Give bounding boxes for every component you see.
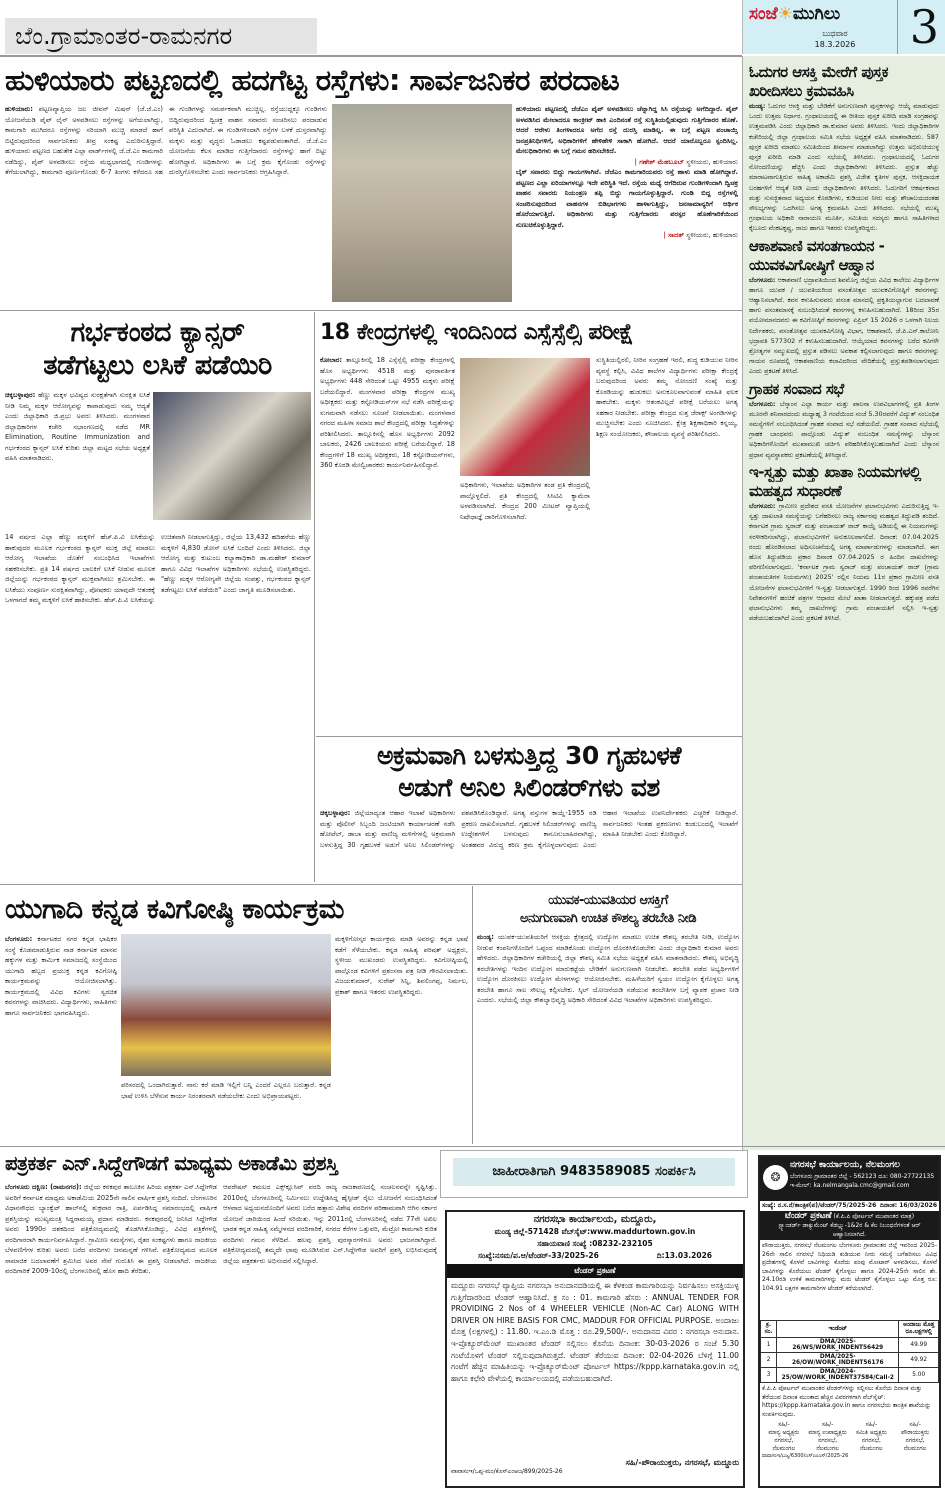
sslc-headline: 18 ಕೇಂದ್ರಗಳಲ್ಲಿ ಇಂದಿನಿಂದ ಎಸ್ಸೆಸ್ಸೆಲ್ಸಿ ಪರೀಕ್ಷೆ (320, 320, 634, 345)
tender-helpline: ಸಹಾಯವಾಣಿ ಸಂಖ್ಯೆ :08232-232105 (537, 1239, 653, 1248)
divider (472, 886, 473, 1144)
article-text: ಜಿಲ್ಲೆಯ ಕನಕಪುರ ತಾಲೂಕಿನ ಹಿರಿಯ ಪತ್ರಕರ್ತ ಎನ್.ಸಿದ್ದೇಗೌಡ ಅವರಿಗೆ ಕರ್ನಾಟಕ ಮಾಧ್ಯಮ ಅಕಾಡೆಮಿಯ 2025ನೇ ಸಾಲಿನ ವಾರ್ಷಿಕ ಪ್ರಶಸ್ತಿ ಸಂದಿದೆ. ಬೆಂಗಳೂರಿನ ವಿಧಾನಸೌಧದ ಬ್ಯಾಂಕ್ವೆಟ್ ಹಾಲ್‌ನಲ್ಲಿ ಶುಕ್ರವಾರ ರಾತ್ರಿ, ಏರ್ಪಡಿಸಿದ್ದ ಸಮಾರಂಭದಲ್ಲಿ ವಾರ್ಷಿಕ ಪ್ರಶಸ್ತಿಯನ್ನು ಮುಖ್ಯಮಂತ್ರಿ ಸಿದ್ದರಾಮಯ್ಯ ಪ್ರದಾನ ಮಾಡಿದರು. ಕನಕಪುರದಲ್ಲಿ ಜನಿಸಿದ ಸಿದ್ದೇಗೌಡ ಅವರು 1990ರ ದಶಕದಿಂದ ಪತ್ರಿಕೋದ್ಯಮದಲ್ಲಿ ತೊಡಗಿಸಿಕೊಂಡಿದ್ದು, ವಿವಿಧ ಪತ್ರಿಕೆಗಳಲ್ಲಿ ವರದಿಗಾರರಾಗಿ ಕಾರ್ಯನಿರ್ವಹಿಸಿದ್ದಾರೆ. ಗ್ರಾಮೀಣ ಸಮಸ್ಯೆಗಳು, ರೈತರ ಸಂಕಷ್ಟಗಳು ಹಾಗೂ ರಾಜಕೀಯ ಬೆಳವಣಿಗೆಗಳ ಕುರಿತು ಅವರು ಬರೆದ ವರದಿಗಳು ಜನಮನ್ನಣೆ ಗಳಿಸಿವೆ. ಪತ್ರಿಕೋದ್ಯಮದ ಮೂಲಕ ಸಾಮಾಜಿಕ ಬದಲಾವಣೆಗೆ ಶ್ರಮಿಸಿದ ಅವರ ಸೇವೆ ಗುರುತಿಸಿ ಈ ಪ್ರಶಸ್ತಿ ನೀಡಲಾಗಿದೆ. ರಾಜಕೀಯ ವರದಿಗಾರಿಕೆ 2009-10ರಲ್ಲಿ ಬೆಂಗಳೂರಿನಲ್ಲಿ ಹೊಸ ಹಾದಿ ತೆರೆದಿತು. (5, 1183, 217, 1275)
tender-footer: ಕೆ.ಪಿ.ಪಿ ಪೋರ್ಟಲ್ ಮುಖಾಂತರ ಟೆಂಡರ್‌ಗಳನ್ನು ಸಲ್ಲಿಸಲು ಕೊನೆಯ ದಿನಾಂಕ ಮತ್ತು ತೆರೆಯುವ ದಿನಾಂಕ ಮುಂತಾದ ಹೆಚ್ಚಿನ ವಿವರಗಳಿಗಾಗಿ ವೆಬ್‌ಸೈಟ್: https://kppp.karnataka.gov.in ಹಾಗೂ ನಗರಸಭೆಯ ತಾಂತ್ರಿಕ ಶಾಖೆಯನ್ನು ಸಂಪರ್ಕಿಸುವುದು. (762, 1385, 932, 1418)
dateline: ಬೆಂಗಳೂರು ದಕ್ಷಿಣ: (ರಾಮನಗರ): (5, 1183, 82, 1191)
tender-code: ವಾವಾಸಂಇ/ಒಪ್ಪ-ಮಂ/ಕೊಸ್ಎಂಆಜ/899/2025-26 (451, 1468, 563, 1475)
table-cell: 49.92 (899, 1353, 939, 1368)
article-text: ಯುವಕ-ಯುವತಿಯರಿಗೆ ಆಸಕ್ತಿಯ ಕ್ಷೇತ್ರದಲ್ಲಿ ಉದ್ಯೋಗ ಮಾಡಲು ಉಚಿತ ಕೌಶಲ್ಯ ತರಬೇತಿ ನೀಡಿ, ಉದ್ಯೋಗ ನೀಡುವ ಕಂಪನಿಗಳೊಂದಿಗೆ ಒಪ್ಪಂದ ಮಾಡಿಕೊಂಡು ಉದ್ಯೋಗ ದೊರಕಿಸಿಕೊಡಬೇಕು ಎಂದು ಜಿಲ್ಲಾಧಿಕಾರಿ ಕುಮಾರ ಅವರು ಹೇಳಿದರು. ಜಿಲ್ಲಾಧಿಕಾರಿಗಳ ಕಚೇರಿಯಲ್ಲಿ ಜಿಲ್ಲಾ ಕೌಶಲ್ಯ ಸಮಿತಿ ಸಭೆಯ ಅಧ್ಯಕ್ಷತೆ ವಹಿಸಿ ಮಾತನಾಡಿದರು. ಕೌಶಲ್ಯ ಅಭಿವೃದ್ಧಿ ತರಬೇತಿಗಳನ್ನು ಇಂದಿನ ಉದ್ಯೋಗ ಮಾರುಕಟ್ಟೆಯ ಬೇಡಿಕೆಗೆ ಅನುಗುಣವಾಗಿ ನೀಡಬೇಕು. ತರಬೇತಿ ಪಡೆದ ಅಭ್ಯರ್ಥಿಗಳಿಗೆ ಉದ್ಯೋಗ ದೊರಕಿಸಲು ಉದ್ಯೋಗ ಮೇಳಗಳನ್ನು ಆಯೋಜಿಸಬೇಕು. ಮಹಿಳೆಯರಿಗೆ ಸ್ವಯಂ ಉದ್ಯೋಗ ಕೈಗೊಳ್ಳಲು ಅಗತ್ಯ ತರಬೇತಿ ಹಾಗೂ ಸಾಲ ಸೌಲಭ್ಯ ಕಲ್ಪಿಸಬೇಕು. ಸ್ಕಿಲ್ ಯೋಜನೆಯಡಿ ನಡೆಯುವ ತರಬೇತಿಗಳ ಬಗ್ಗೆ ವ್ಯಾಪಕ ಪ್ರಚಾರ ನೀಡಿ ಎಂದರು. ಸಭೆಯಲ್ಲಿ ಜಿಲ್ಲಾ ಕೌಶಲ್ಯಾಭಿವೃದ್ಧಿ ಅಧಿಕಾರಿ ಸೇರಿದಂತೆ ವಿವಿಧ ಇಲಾಖೆಗಳ ಅಧಿಕಾರಿಗಳು ಉಪಸ್ಥಿತರಿದ್ದರು. (477, 933, 739, 1004)
masthead (742, 0, 945, 54)
brand-logo (749, 4, 840, 24)
govt-emblem-icon: ❂ (763, 1165, 788, 1190)
article-text: ಜಿಲ್ಲೆಯಾದ್ಯಂತ ಆಹಾರ ಇಲಾಖೆ ಅಧಿಕಾರಿಗಳು ಮತ್ತು ಪೊಲೀಸ್ ಸಿಬ್ಬಂದಿ ಜಂಟಿಯಾಗಿ ಕಾರ್ಯಾಚರಣೆ ನಡೆಸಿ ಹೋಟೆಲ್, ಡಾಬಾ ಮತ್ತು ವಾಣಿಜ್ಯ ಮಳಿಗೆಗಳಲ್ಲಿ ಅಕ್ರಮವಾಗಿ ಬಳಸುತ್ತಿದ್ದ 30 ಗೃಹಬಳಕೆ ಅಡುಗೆ ಅನಿಲ ಸಿಲಿಂಡರ್‌ಗಳನ್ನು ವಶಪಡಿಸಿಕೊಂಡಿದ್ದಾರೆ. ಅಗತ್ಯ ವಸ್ತುಗಳ ಕಾಯ್ದೆ-1955 ರಡಿ ಪ್ರಕರಣ ದಾಖಲಿಸಲಾಗಿದೆ. ಗೃಹಬಳಕೆ ಸಿಲಿಂಡರ್‌ಗಳನ್ನು ವಾಣಿಜ್ಯ ಉದ್ದೇಶಗಳಿಗೆ ಬಳಸುವುದು ಕಾನೂನುಬಾಹಿರವಾಗಿದ್ದು, ಅಂತಹವರ ವಿರುದ್ಧ ಕಠಿಣ ಕ್ರಮ ಕೈಗೊಳ್ಳಲಾಗುವುದು ಎಂದು ಆಹಾರ ಇಲಾಖೆಯ ಉಪನಿರ್ದೇಶಕರು ಎಚ್ಚರಿಕೆ ನೀಡಿದ್ದಾರೆ. ಸಾರ್ವಜನಿಕರು ಇಂತಹ ಪ್ರಕರಣಗಳು ಕಂಡುಬಂದಲ್ಲಿ ಇಲಾಖೆಗೆ ಮಾಹಿತಿ ನೀಡಬೇಕು ಎಂದು ಕೋರಿದ್ದಾರೆ. (320, 809, 738, 849)
column-header: ಅಂದಾಜು ಮೊತ್ತ ರೂ.ಲಕ್ಷಗಳಲ್ಲಿ (899, 1321, 939, 1338)
signatory-line: ನಗರಸಭೆ, ನೆಲಮಂಗಲ (859, 1437, 883, 1453)
brief-body (749, 399, 939, 460)
issue-date (805, 28, 865, 50)
headline-line: ತಡೆಗಟ್ಟಲು ಲಸಿಕೆ ಪಡೆಯಿರಿ (43, 350, 272, 381)
lead-headline: ಹುಳಿಯಾರು ಪಟ್ಟಣದಲ್ಲಿ ಹದಗೆಟ್ಟ ರಸ್ತೆಗಳು: ಸಾರ್ವಜನಿಕರ ಪರದಾಟ (5, 63, 620, 97)
column-header: ಇಂಡೆಂಟ್ (777, 1321, 899, 1338)
article-text: ಓದುಗರ ಆಸಕ್ತಿ ಮತ್ತು ಬೇಡಿಕೆಗೆ ಅನುಗುಣವಾಗಿ ಪುಸ್ತಕಗಳನ್ನು ಆಯ್ಕೆ ಮಾಡುವುದು ಒಂದು ಉತ್ತಮ ನಿರ್ಧಾರ. ಗ್ರಂಥಾಲಯದಲ್ಲಿ ಈ ರೀತಿಯ ಪುಸ್ತಕ ಖರೀದಿ ಮಾಡಿ ಸಂಗ್ರಹವನ್ನು ಉತ್ತಮಪಡಿಸಿ ಎಂದು ಜಿಲ್ಲಾಧಿಕಾರಿ ಡಾ.ಕುಮಾರ ಅವರು ತಿಳಿಸಿದರು. ಇಂದು ಜಿಲ್ಲಾಧಿಕಾರಿಗಳ ಕಚೇರಿಯಲ್ಲಿ ಜಿಲ್ಲಾ ಗ್ರಂಥಾಲಯ ಸಮಿತಿ ಸಭೆಯ ಅಧ್ಯಕ್ಷತೆ ವಹಿಸಿ ಮಾತನಾಡಿದರು. 587 ಪುಸ್ತಕ ಖರೀದಿ ಮಾಡಲು ಸಮಿತಿಯಿಂದ ತೀರ್ಮಾನ ಮಾಡಲಾಗಿದ್ದು ಉತ್ತಮ ಅಭಿರುಚಿಯುಳ್ಳ ಪುಸ್ತಕ ಖರೀದಿ ಮಾಡಿ ಎಂದು ಸಭೆಯಲ್ಲಿ ತಿಳಿಸಿದರು. ಗ್ರಂಥಾಲಯದಲ್ಲಿ ಓದುಗರ ನೋಂದಣಿಯನ್ನು ಹೆಚ್ಚಿಸಿ ಎಂದು ಜಿಲ್ಲಾಧಿಕಾರಿಗಳು ತಿಳಿಸಿದರು. ಪ್ರಸ್ತುತ ಹೆಚ್ಚು ಮಾರಾಟವಾಗುತ್ತಿರುವ ಸಾಹಿತ್ಯ ಅಕಾಡೆಮಿ ಪ್ರಶಸ್ತಿ ವಿಜೇತ ಕೃತಿಗಳ ಪುಸ್ತಕ, ಆಸಕ್ತಿದಾಯಕ ಬರಹಗಳಿಗೆ ಆದ್ಯತೆ ನೀಡಿ ಎಂದು ಜಿಲ್ಲಾಧಿಕಾರಿಗಳು ತಿಳಿಸಿದರು. ಓದುಗರಿಗೆ ಆಕರ್ಷಕವಾದ ಮತ್ತು ಸುಸಜ್ಜಿತವಾದ ಅಧ್ಯಯನ ಕೊಠಡಿಗಳು, ಕುಡಿಯುವ ನೀರು ಮತ್ತು ಶೌಚಾಲಯದಂತಹ ಸೌಲಭ್ಯಗಳನ್ನು ಒದಗಿಸಲು ಅಗತ್ಯ ಕ್ರಮವಹಿಸಿ ಎಂದು ತಿಳಿಸಿದರು. ಸಭೆಯಲ್ಲಿ ಮುಖ್ಯ ಗ್ರಂಥಾಲಯ ಅಧಿಕಾರಿ ನಾರಾಯಣ ಮೂರ್ತಿ, ಸಮಿತಿಯ ಸದಸ್ಯರು ಹಾಗೂ ಸಾಹಿತಿಗಳಾದ ಕೈಬೂರು ವೆಂಕಟಕೃಷ್ಣ, ರಾಜು ಹಾಗೂ ಇತರರು ಉಪಸ್ಥಿತರಿದ್ದರು. (749, 102, 939, 233)
article-text: ಕರ್ನಾಟಕದ ನಗರ ಕನ್ನಡ ಭಾಷಿಕರ ಸಂಸ್ಥೆ ಕೊಡಮಾಡುತ್ತಿರುವ ನಾಡ ಕರ್ನಾಟಕ ಮಾನವ ಹಕ್ಕುಗಳ ಮತ್ತು ಕಾರ್ಮಿಕ ಸಮಾಜದಲ್ಲಿ ಸಂಸ್ಥೆಯಿಂದ ಯುಗಾದಿ ಹಬ್ಬದ ಪ್ರಯುಕ್ತ ಕನ್ನಡ ಕವಿಗೋಷ್ಠಿ ಕಾರ್ಯಕ್ರಮವನ್ನು ಆಯೋಜಿಸಲಾಗಿತ್ತು. ಕಾರ್ಯಕ್ರಮದಲ್ಲಿ ವಿವಿಧ ಕವಿಗಳು ಸ್ವರಚಿತ ಕವನಗಳನ್ನು ವಾಚಿಸಿದರು. ವಿದ್ಯಾರ್ಥಿಗಳು, ಸಾಹಿತಿಗಳು ಹಾಗೂ ಸಾರ್ವಜನಿಕರು ಭಾಗವಹಿಸಿದ್ದರು. (5, 935, 117, 1017)
tender-address: ಮಂಡ್ಯ ಜಿಲ್ಲೆ-571428 ವೆಬ್‌ಸೈಟ್:www.maddurtown.gov.in (494, 1227, 696, 1236)
event-photo (121, 934, 331, 1076)
quote-credit-name: | ಗಣೇಶ್ ಮೆಹಬೂಬ್ (634, 157, 684, 166)
article-text: ಆಕಾಶವಾಣಿ ಭದ್ರಾವತಿಯಿಂದ ಶಿವಮೊಗ್ಗ ಜಿಲ್ಲೆಯ ವಿವಿಧ ಕಾಲೇಜು ವಿದ್ಯಾರ್ಥಿಗಳ ಹಾಗೂ ಯುವಕ / ಯುವತಿಯರಿಂದ ವಸಂತೋತ್ಸವ ಯುವಕವಿಗೋಷ್ಠಿಗೆ ಕವನಗಳನ್ನು ಆಹ್ವಾನಿಸಲಾಗಿದೆ. ಕವನ ಕಳುಹಿಸುವವರು ವಸಂತ ಮಾಸದಲ್ಲಿ ಪ್ರಕೃತಿಯಲ್ಲಾಗುವ ಬದಲಾವಣೆ ಹಾಗು ವಸಂತಮಾಸಕ್ಕೆ ಸಂಬಂಧಿಸಿದಂತೆ ಕವನಗಳನ್ನ ಕಳುಹಿಸಬಹುದಾಗಿದೆ. 18ರಿಂದ 35ರ ವಯೋಮಾನದವರು ಈ ಕವಿಗೋಷ್ಠಿಗೆ ಕವನಗಳನ್ನು ಏಪ್ರಿಲ್ 15 2026 ರ ಒಳಗಾಗಿ ನಿಲಯ ನಿರ್ದೇಶಕರು, ವಸಂತೋತ್ಸವ ಯುವಕವಿಗೋಷ್ಠಿ ವಿಭಾಗ, ಆಕಾಶವಾಣಿ, ಜೆ.ಪಿ.ಎಸ್.ಕಾಲೋನಿ ಭದ್ರಾವತಿ 577302 ಗೆ ಕಳುಹಿಸಬಹುದಾಗಿದೆ. ಆಯ್ಕೆಯಾದ ಕವನಗಳನ್ನು ಬರೆದ ಕವಿಗಳೇ ಶ್ರೋತೃಗಳ ಸಮ್ಮುಖದಲ್ಲಿ ಪ್ರಸ್ತುತ ಪಡಿಸಲು ಅವಕಾಶ ಕಲ್ಪಿಸಲಾಗುವುದು ಹಾಗೂ ಕವನಗಳನ್ನು ಗಾಯನ ರೂಪದಲ್ಲಿ ಆಕಾಶವಾಣಿಯ ಕಲಾವಿದರಿಂದ ವೇದಿಕೆಯಲ್ಲಿ ಪ್ರಸ್ತುತಪಡಿಸಲಾಗುವುದು ಎಂದು ಪ್ರಕಟಣೆ ತಿಳಿಸಿದೆ. (749, 275, 939, 376)
tender-body: ಮದ್ದೂರು ನಗರಸಭೆ ವ್ಯಾಪ್ತಿಯ ನಗರಸಭಾ ಅನುದಾನದಡಿಯಲ್ಲಿ ಈ ಕೆಳಕಂಡ ಕಾಮಗಾರಿಯನ್ನು ನಿರ್ವಹಿಸಲು ಅಸಕ್ತಿಯುಳ್ಳ ಗುತ್ತಿಗೆದಾರರಿಂದ ಟೆಂಡರ್ ಆಹ್ವಾನಿಸಿದೆ. ಕ್ರ ಸಂ : 01. ಕಾಮಗಾರಿ ಹೆಸರು : ANNUAL TENDER FOR PROVIDING 2 Nos of 4 WHEELER VEHICLE (Non-AC Car) ALONG WITH DRIVER ON HIRE BASIS FOR CMC, MADDUR FOR OFFICIAL PURPOSE. ಅಂದಾಜು ಮೊತ್ತ (ಲಕ್ಷಗಳಲ್ಲಿ) : 11.80. ಇ.ಎಂ.ಡಿ ಮೊತ್ತ : ರೂ.29,500/-. ಅನುದಾನದ ವಿವರ : ನಗರಸಭಾ ಅನುದಾನ. ಇ-ಪ್ರೊಕ್ಯೂರ್‌ಮೆಂಟ್ ಮುಖಾಂತರ ಟೆಂಡರ್ ಸಲ್ಲಿಸಲು ಕೊನೆಯ ದಿನಾಂಕ: 30-03-2026 ರ ಸಂಜೆ 5.30 ಗಂಟೆಯೊಳಗೆ ಟೆಂಡರ್ ಸಲ್ಲಿಸುವುದಾಗಿರುತ್ತದೆ. ಟೆಂಡರ್ ತೆರೆಯುವ ದಿನಾಂಕ: 02-04-2026 ಬೆಳಿಗ್ಗೆ 11.00 ಗಂಟೆಗೆ ಹೆಚ್ಚಿನ ಮಾಹಿತಿಯನ್ನು ಇ-ಪ್ರೊಕ್ಯೂರ್‌ಮೆಂಟ್ ಪೋರ್ಟಲ್ https://kppp.karnataka.gov.in ನಲ್ಲಿ ಹಾಗೂ ಕಛೇರಿ ವೇಳೆಯಲ್ಲಿ ಕಾರ್ಯಾಲಯದಲ್ಲಿ ಪಡೆಯಬಹುದಾಗಿದೆ. (451, 1281, 739, 1383)
tender-email: ಇ-ಮೇಲ್: ka.nelmangala.cmc@gmail.com (790, 1182, 910, 1189)
signatory (893, 1421, 937, 1453)
tender-body: ಪೌರಾಯುಕ್ತರು, ನಗರಸಭೆ ನೆಲಮಂಗಲ ಬೆಂಗಳೂರು ಗ್ರಾಮಾಂತರ ಜಿಲ್ಲೆ ಇವರಿಂದ 2025-26ನೇ ಸಾಲಿನ ನಗರಸಭೆ ನಿಧಿಯಡಿ ಕುಡಿಯುವ ನೀರು ಸಮಸ್ಯೆ ಬಗೆಹರಿಸಲು ವಿವಿಧ ಪ್ರದೇಶಗಳಲ್ಲಿ ಕೊಳವೆ ಬಾವಿಗಳನ್ನು ಕೊರೆದು ಪಂಪು ಮೋಟಾರ್ ಅಳವಡಿಸಲು, ಕೊಳವೆ ಬಾವಿಗಳನ್ನು ಕೊರೆಯಲು ಟೆಂಡರ್ ಕೈಗೊಳ್ಳಲು ಹಾಗೂ 2024-25ನೇ ಸಾಲಿನ ಶೇ. 24.10ರಡಿ ಉಳಿಕೆ ಕಾಮಗಾರಿಗಳನ್ನು ಮರು ಟೆಂಡರ್ ಕೈಗೊಳ್ಳಲು ಒಟ್ಟು ಮೊತ್ತ ರೂ: 104.91 ಲಕ್ಷಗಳ ಕಾಮಗಾರಿಗಳ ಟೆಂಡರ್ ಕರೆಯಲಾಗಿದೆ. (762, 1242, 937, 1292)
signatory-line: ಸಹಿ/- (821, 1421, 834, 1429)
journalist-body: ಆಪರೇಷನ್ ಕಮಲದ ಎಕ್ಸ್‌ಕ್ಲೂಸಿವ್ ವರದಿ ರಾಜ್ಯ ರಾಜಕಾರಣದಲ್ಲಿ ಸಂಚಲನವನ್ನೇ ಸೃಷ್ಟಿಸಿತ್ತು. 2010ರಲ್ಲಿ ಬೆಂಗಳೂರಿನಲ್ಲಿ ನಿರ್ಮಿಸಲು ಉದ್ದೇಶಿಸಿದ್ದ ಹೈಸ್ಪೀಡ್ ರೈಲು ಯೋಜನೆಗೆ ಸಂಬಂಧಿಸಿದಂತೆ ಆಳವಾದ ಅಧ್ಯಯನದೊಂದಿಗೆ ಅವರು ಬರೆದ ಹತ್ತಾರು ವಿಶೇಷ ವರದಿಗಳ ಪರಿಣಾಮವಾಗಿ ಆಗಿನ ಸರ್ಕಾರ ಯೋಜನೆ ಜಾರಿಯಿಂದ ಹಿಂದೆ ಸರಿಯಿತು. ಇನ್ನು 2011ರಲ್ಲಿ ಬೆಂಗಳೂರಿನಲ್ಲಿ ನಡೆದ 77ನೇ ಅಖಿಲ ಭಾರತ ಕನ್ನಡ ಸಾಹಿತ್ಯ ಸಮ್ಮೇಳನದ ವರದಿಗಾರಿಕೆ, ನಗರದ ಕೆರೆಗಳ ಒತ್ತುವರಿ, ಮೆಟ್ರೋ ಕಾಮಗಾರಿ ಕುರಿತ ವರದಿಗಳು ಗಮನ ಸೆಳೆದಿವೆ. ಹಲವು ಪ್ರಶಸ್ತಿ ಪುರಸ್ಕಾರಗಳಿಗೂ ಅವರು ಭಾಜನರಾಗಿದ್ದಾರೆ. ಪತ್ರಿಕೋದ್ಯಮದಲ್ಲಿ ತಮ್ಮದೇ ಛಾಪು ಮೂಡಿಸಿರುವ ಎನ್.ಸಿದ್ದೇಗೌಡ ಅವರಿಗೆ ಪ್ರಶಸ್ತಿ ಲಭಿಸಿರುವುದಕ್ಕೆ ಜಿಲ್ಲೆಯ ಪತ್ರಕರ್ತರು ಅಭಿನಂದನೆ ಸಲ್ಲಿಸಿದ್ದಾರೆ. (223, 1183, 437, 1265)
table-cell: DMA/2024-25/OW/WORK_INDENT37584/Call-2 (777, 1368, 899, 1383)
sslc-body: ಸುಸ್ಥಿತಿಯಲ್ಲಿರಲಿ, ನೀರಿನ ಸಂಗ್ರಹಣೆ ಇರಲಿ, ಶುದ್ಧ ಕುಡಿಯುವ ನೀರಿನ ವ್ಯವಸ್ಥೆ ಕಲ್ಪಿಸಿ, ವಿವಿಧ ಶಾಲೆಗಳ ವಿದ್ಯಾರ್ಥಿಗಳು ಪರೀಕ್ಷಾ ಕೇಂದ್ರಕ್ಕೆ ಬರುವುದರಿಂದ ಅವರು ತಮ್ಮ ನೋಂದಣಿ ಸಂಖ್ಯೆ ಮತ್ತು ಕೊಠಡಿಯನ್ನು ಹುಡುಕಲು ಅನುಕೂಲವಾಗುವಂತೆ ಮಾಹಿತಿ ಫಲಕ ಹಾಕಬೇಕು. ಮಕ್ಕಳು ಆತಂಕವಿಲ್ಲದೆ ಪರೀಕ್ಷೆ ಬರೆಯಲು ಅಗತ್ಯ ಸಹಕಾರ ನೀಡಬೇಕು. ಪರೀಕ್ಷಾ ಕೇಂದ್ರದ ಸುತ್ತ ಜೆರಾಕ್ಸ್ ಅಂಗಡಿಗಳನ್ನು ಮುಚ್ಚಿಸಬೇಕು ಎಂದು ಸೂಚಿಸಿದರು. ಕ್ಷೇತ್ರ ಶಿಕ್ಷಣಾಧಿಕಾರಿ ಕನ್ನಯ್ಯ, ಶಿಕ್ಷಣ ಸಂಯೋಜಕರು, ಶೌಚಾಲಯ ವ್ಯವಸ್ಥೆ ಪರಿಶೀಲಿಸಿದರು. (596, 356, 738, 438)
table-cell: 1 (761, 1338, 777, 1353)
sslc-body: ಅಧಿಕಾರಿಗಳು, ಇಲಾಖೆಯ ಅಧಿಕಾರಿಗಳ ತಂಡ ಪ್ರತಿ ಕೇಂದ್ರದಲ್ಲಿ ಪಾಲ್ಗೊಳ್ಳಲಿದೆ. ಪ್ರತಿ ಕೇಂದ್ರದಲ್ಲಿ ಸಿಸಿಟಿವಿ ಕ್ಯಾಮೆರಾ ಅಳವಡಿಸಲಾಗಿದೆ. ಕೇಂದ್ರದ 200 ಮೀಟರ್ ವ್ಯಾಪ್ತಿಯಲ್ಲಿ ನಿಷೇಧಾಜ್ಞೆ ಜಾರಿಗೊಳಿಸಲಾಗಿದೆ. (460, 481, 590, 521)
yugadi-body: ಪರಿಸರದಲ್ಲಿ ಒಂದಾಗಿರುತ್ತಾರೆ. ನಾನು ಕರೆ ಮಾಡಿ ಇಲ್ಲಿಗೆ ಬನ್ನಿ ಎಂದರೆ ಎಲ್ಲರೂ ಬರುತ್ತಾರೆ. ಕನ್ನಡ ಭಾಷೆ ಉಳಿಸಿ ಬೆಳೆಸುವ ಕಾರ್ಯ ನಿರಂತರವಾಗಿ ನಡೆಯಬೇಕು ಎಂದು ಅಭಿಪ್ರಾಯಪಟ್ಟರು. (121, 1081, 331, 1100)
signatory-line: ಸಹಿ/- (909, 1421, 921, 1429)
table-cell: DMA/2025-26/OW/WORK_INDENT56176 (777, 1353, 899, 1368)
tender-office: ನಗರಸಭಾ ಕಾರ್ಯಾಲಯ, ಮದ್ದೂರು, (533, 1214, 657, 1225)
column-header: ಕ್ರ. ಸಂ. (761, 1321, 777, 1338)
yugadi-body (5, 934, 117, 1140)
journalist-body (5, 1182, 217, 1488)
tender-ref: ಸಂಖ್ಯೆ:ನಸಮ/ಪ.ಆ/ಟೆಂಡರ್-33/2025-26 (477, 1251, 599, 1260)
tender-title: ಟೆಂಡರ್ ಪ್ರಕಟಣೆ (784, 1211, 832, 1221)
headline-line: ಅಡುಗೆ ಅನಿಲ ಸಿಲಿಂಡರ್‌ಗಳು ವಶ (398, 773, 660, 802)
official-photo (460, 358, 590, 476)
table-cell: 5.00 (899, 1368, 939, 1383)
headline-line: ಅನುಗುಣವಾಗಿ ಉಚಿತ ಕೌಶಲ್ಯ ತರಬೇತಿ ನೀಡಿ (519, 911, 697, 926)
dateline: ಬೆಂಗಳೂರು: (749, 275, 776, 284)
ad-banner: ಜಾಹೀರಾತಿಗಾಗಿ 9483589085 ಸಂಪರ್ಕಿಸಿ (453, 1158, 735, 1186)
sun-palm-icon: ☀ (777, 4, 793, 24)
tender-office: ನಗರಸಭೆ ಕಾರ್ಯಾಲಯ, ನೆಲಮಂಗಲ (790, 1160, 900, 1170)
headline-line: ಯುವಕ-ಯುವತಿಯರ ಆಸಕ್ತಿಗೆ (548, 893, 668, 908)
signatory (850, 1421, 894, 1453)
tender-date: ದಿ:13.03.2026 (656, 1251, 713, 1260)
signatory-line: ನಗರಸಭೆ, ನೆಲಮಂಗಲ (772, 1437, 796, 1453)
quote-credit-role: ಸ್ಥಳೀಯರು, ಹುಳಿಯಾರು (686, 157, 738, 166)
tender-title: ಟೆಂಡರ್ ಪ್ರಕಟಣೆ (447, 1264, 743, 1278)
divider (316, 736, 742, 737)
signatory-line: ನಗರಸಭೆ, ನೆಲಮಂಗಲ (903, 1437, 927, 1453)
divider (314, 312, 315, 882)
brief-headline: ಗ್ರಾಹಕ ಸಂವಾದ ಸಭೆ (749, 379, 844, 398)
dateline: ಚಿಕ್ಕಬಳ್ಳಾಪುರ: (320, 809, 351, 817)
cancer-body-intro (5, 390, 150, 530)
signatory-line: ಮಾನ್ಯ ಉಪಾಧ್ಯಕ್ಷರು (808, 1429, 847, 1437)
issue-day: ಬುಧವಾರ (822, 29, 848, 38)
dateline: ಕೋಲಾರ: (320, 356, 343, 364)
dateline: ಚಿಕ್ಕಬಳ್ಳಾಪುರ: (5, 391, 36, 399)
brief-body (749, 275, 939, 377)
tender-code: ವಾವಾಸಂಇ/ಬಜ್ಯ/6300/ಎಸ್‌ಎಂಎಸ್/2025-26 (762, 1453, 849, 1460)
tender-signature: ಸಹಿ/-ಪೌರಾಯುಕ್ತರು, ನಗರಸಭೆ, ಮದ್ದೂರು (625, 1458, 739, 1467)
dateline: ಬೆಂಗಳೂರು: (5, 935, 33, 943)
table-cell: 3 (761, 1368, 777, 1383)
tender-title-note: (ಕೆ.ಪಿ.ಪಿ ಪೋರ್ಟಲ್ ಮುಖಾಂತರ ಮಾತ್ರ) (833, 1213, 915, 1220)
article-text: ಗ್ರಾಮೀಣ ಪ್ರದೇಶದ ವಸತಿ ಯೋಜನೆಗಳ ಫಲಾನುಭವಿಗಳು ಎದುರಿಸುತ್ತಿದ್ದ ಇ-ಸ್ವತ್ತು ದಾಖಲಾತಿ ಸಮಸ್ಯೆಯನ್ನು ಬಗೆಹರಿಸಲು ರಾಜ್ಯ ಸರ್ಕಾರವು ಮಹತ್ವದ ತಿದ್ದುಪಡಿ ತಂದಿದೆ. ಕರ್ನಾಟಕ ಗ್ರಾಮ ಸ್ವರಾಜ್ ಮತ್ತು ಪಂಚಾಯತ್ ರಾಜ್ ಕಾಯ್ದೆ ಅಡಿಯಲ್ಲಿ ಈ ನಿಯಮಗಳನ್ನು ಸರಳೀಕರಿಸಲಾಗಿದ್ದು, ಫಲಾನುಭವಿಗಳಿಗೆ ಅನುಕೂಲವಾಗಲಿದೆ. ದಿನಾಂಕ: 07.04.2025 ರಂದು ಹೊರಡಿಸಲಾದ ಅಧಿಸೂಚನೆಯಲ್ಲಿ ಅಗತ್ಯ ಮಾರ್ಪಾಡುಗಳನ್ನು ಮಾಡಲಾಗಿದೆ. ಈಗ ಹೊಸ ತಿದ್ದುಪಡಿಯ ಪ್ರಕಾರ ದಿನಾಂಕ 07.04.2025 ರ ಹಿಂದಿನ ದಾಖಲೆಗಳನ್ನು ಪರಿಗಣಿಸಲಾಗುವುದು. 'ಕರ್ನಾಟಕ ಗ್ರಾಮ ಸ್ವರಾಜ್ ಮತ್ತು ಪಂಚಾಯತ್ ರಾಜ್ (ಗ್ರಾಮ ಪಂಚಾಯತಿಗಳ ನಿಯಮಗಳು) 2025' ರಲ್ಲಿನ ನಿಯಮ 11ರ ಪ್ರಕಾರ ಗ್ರಾಮೀಣ ವಸತಿ ಯೋಜನೆಗಳ ಫಲಾನುಭವಿಗಳಿಗೆ ಇ-ಸ್ವತ್ತು ನೀಡಲಾಗುತ್ತದೆ. 1990 ರಿಂದ 1996 ರವರೆಗಿನ ನಿವೇಶನಗಳಿಗೆ ಹಂಚಿಕೆ ಪತ್ರಗಳ ಆಧಾರದ ಮೇಲೆ ಖಾತಾ ನೀಡಲಾಗುತ್ತದೆ. ಹಕ್ಕುಪತ್ರ ಪಡೆದ ಫಲಾನುಭವಿಗಳು ತಮ್ಮ ದಾಖಲೆಗಳನ್ನು ಗ್ರಾಮ ಪಂಚಾಯತಿಗೆ ಸಲ್ಲಿಸಿ ಇ-ಸ್ವತ್ತು ಪಡೆಯಬಹುದಾಗಿದೆ ಎಂದು ಪ್ರಕಟಣೆ ತಿಳಿಸಿದೆ. (749, 501, 939, 623)
yugadi-body: ಮಕ್ಕಳಿಗೋಸ್ಕರ ಕಾರ್ಯಕ್ರಮ ಮಾಡಿ ಅವರನ್ನು ಕನ್ನಡ ಭಾಷೆ ಕಡೆಗೆ ಸೆಳೆಯಬೇಕು. ಕನ್ನಡ ಸಾಹಿತ್ಯ ಪರಿಷತ್ ಅಧ್ಯಕ್ಷರು, ಸ್ಥಳೀಯ ಮುಖಂಡರು ಉಪಸ್ಥಿತರಿದ್ದರು. ಕವಿಗೋಷ್ಠಿಯಲ್ಲಿ ಪಾಲ್ಗೊಂಡ ಕವಿಗಳಿಗೆ ಪ್ರಶಂಸನಾ ಪತ್ರ ನೀಡಿ ಗೌರವಿಸಲಾಯಿತು. ವಿಜಯಕುಮಾರ್, ಸುರೇಶ್ ಸಿನ್ನಿ, ಶಿವಲಿಂಗಪ್ಪ, ನಿರ್ಮಲ, ಪ್ರಕಾಶ್ ಹಾಗೂ ಇತರರು ಉಪಸ್ಥಿತರಿದ್ದರು. (335, 935, 468, 996)
cylinder-headline (318, 740, 740, 804)
ad-banner-box (440, 1150, 748, 1198)
right-column (742, 56, 945, 1150)
cylinder-body (320, 808, 738, 880)
quote-credit-role: ಸ್ಥಳೀಯರು, ಹುಳಿಯಾರು (686, 231, 738, 239)
divider (0, 55, 742, 57)
signatory-line: ನಗರಸಭೆ, ನೆಲಮಂಗಲ (816, 1437, 840, 1453)
table-cell: 49.99 (899, 1338, 939, 1353)
sslc-body (320, 355, 455, 733)
journalist-headline: ಪತ್ರಕರ್ತ ಎನ್.ಸಿದ್ದೇಗೌಡಗೆ ಮಾಧ್ಯಮ ಅಕಾಡೆಮಿ ಪ್ರಶಸ್ತಿ (5, 1152, 338, 1175)
signatory-line: ಸಹಿ/- (865, 1421, 878, 1429)
issue-date-value: 18.3.2026 (814, 40, 856, 49)
table-row (761, 1353, 939, 1368)
section-label: ಬೆಂ.ಗ್ರಾಮಾಂತರ-ರಾಮನಗರ (5, 18, 317, 54)
tender-date: ದಿನಾಂಕ: 16/03/2026 (880, 1202, 937, 1209)
quote-text: ಬೈಕ್ ಸವಾರರು ಬಿದ್ದು ಗಾಯಗಳಾಗಿವೆ. ಜೆಜೆಎಂ ಕಾಮಗಾರಿಯವರು ರಸ್ತೆ ಹಾಳು ಮಾಡಿ ಹೋಗಿದ್ದಾರೆ. ಪಟ್ಟಣದ ಎಲ್ಲಾ ಏರಿಯಾಗಳಲ್ಲೂ ಇದೇ ಪರಿಸ್ಥಿತಿ ಇದೆ. ರಸ್ತೆಯ ಮಧ್ಯೆ ಆಗೆದಿರುವ ಗುಂಡಿಗಳಿಂದಾಗಿ ದ್ವಿಚಕ್ರ ವಾಹನ ಸವಾರರು ನಿಯಂತ್ರಣ ತಪ್ಪಿ ಬಿದ್ದು ಗಾಯಗೊಳ್ಳುತ್ತಿದ್ದಾರೆ. ಗುಂಡಿ ಬಿದ್ದ ರಸ್ತೆಗಳಲ್ಲಿ ಸಂಚರಿಸುವುದರಿಂದ ವಾಹನಗಳ ಬಿಡಿಭಾಗಗಳು ಹಾಳಾಗುತ್ತಿದ್ದು, ಜನಸಾಮಾನ್ಯರಿಗೆ ಆರ್ಥಿಕ ಹೊರೆಯಾಗುತ್ತಿದೆ. ಅಧಿಕಾರಿಗಳು ಮತ್ತು ಗುತ್ತಿಗೆದಾರರು ಪರಸ್ಪರ ಹೊಣೆಗಾರಿಕೆಯಿಂದ ನುಣುಚಿಕೊಳ್ಳುತ್ತಿದ್ದಾರೆ. (516, 168, 738, 229)
brief-headline: ಇ-ಸ್ವತ್ತು ಮತ್ತು ಖಾತಾ ನಿಯಮಗಳಲ್ಲಿ ಮಹತ್ವದ ಸುಧಾರಣೆ (749, 462, 921, 500)
signatory-line: ಪೌರಾಯುಕ್ತರು (901, 1429, 930, 1437)
cancer-body: 14 ವರ್ಷದ ಎಲ್ಲಾ ಹೆಣ್ಣು ಮಕ್ಕಳಿಗೆ ಹೆಚ್.ಪಿ.ವಿ ಲಸಿಕೆಯನ್ನು ಹಾಕುವುದರ ಮೂಲಕ ಗರ್ಭಕಂಠದ ಕ್ಯಾನ್ಸರ್ ಮುಕ್ತ ಜಿಲ್ಲೆ ಮಾಡಲು ಆರೋಗ್ಯ ಇಲಾಖೆಯ ಜೊತೆಗೆ ಸಂಬಂಧಿಸಿದ ಇಲಾಖೆಗಳು ಸಹಕರಿಸಬೇಕು. ಪ್ರತಿ 14 ವರ್ಷದ ಬಾಲಕಿಗೆ ಲಸಿಕೆ ನೀಡುವ ಮೂಲಕ ಜಿಲ್ಲೆಯನ್ನು ಗರ್ಭಕಂಠದ ಕ್ಯಾನ್ಸರ್ ಮುಕ್ತವಾಗಿಸಲು ಶ್ರಮಿಸಬೇಕು. ಈ ಲಸಿಕೆಯು ಸಂಪೂರ್ಣ ಸುರಕ್ಷಿತವಾಗಿದ್ದು, ಪೋಷಕರು ಯಾವುದೇ ಆತಂಕಕ್ಕೆ ಒಳಗಾಗದೆ ತಮ್ಮ ಮಕ್ಕಳಿಗೆ ಲಸಿಕೆ ಹಾಕಿಸಬೇಕು. ಹೆಚ್.ಪಿ.ವಿ ಲಸಿಕೆಯನ್ನು ಉಚಿತವಾಗಿ ನೀಡಲಾಗುತ್ತಿದ್ದು, ಜಿಲ್ಲೆಯ 13,432 ಹದಿಹರೆಯ ಹೆಣ್ಣು ಮಕ್ಕಳಿಗೆ 4,830 ಡೋಸ್ ಲಸಿಕೆ ಬಂದಿದೆ ಎಂದು ತಿಳಿಸಿದರು. ಜಿಲ್ಲಾ ಆರೋಗ್ಯ ಮತ್ತು ಕುಟುಂಬ ಕಲ್ಯಾಣಾಧಿಕಾರಿ ಡಾ.ಮಹೇಶ್ ಕುಮಾರ್ ಹಾಗೂ ವಿವಿಧ ಇಲಾಖೆಗಳ ಅಧಿಕಾರಿಗಳು ಸಭೆಯಲ್ಲಿ ಉಪಸ್ಥಿತರಿದ್ದರು. "ಹೆಣ್ಣು ಮಕ್ಕಳ ಆರೋಗ್ಯವೇ ಜಿಲ್ಲೆಯ ಸಂಪತ್ತು, ಗರ್ಭಕಂಠದ ಕ್ಯಾನ್ಸರ್ ತಡೆಗಟ್ಟಲು ಲಸಿಕೆ ಪಡೆಯಿರಿ" ಎಂದು ಜಾಗೃತಿ ಮೂಡಿಸಲಾಯಿತು. (5, 533, 311, 604)
yugadi-headline: ಯುಗಾದಿ ಕನ್ನಡ ಕವಿಗೋಷ್ಠಿ ಕಾರ್ಯಕ್ರಮ (5, 894, 344, 925)
signatory-line: ಸಮಿತಿ ಅಧ್ಯಕ್ಷರು (855, 1429, 887, 1437)
brand-black: ಮುಗಿಲು (792, 4, 841, 24)
dateline: ಹುಳಿಯಾರು: (5, 105, 33, 113)
article-text: ಬೆಸ್ಕಾಂನ ಎಲ್ಲಾ ಕಾರ್ಯ ಮತ್ತು ಪಾಲನಾ ಉಪವಿಭಾಗಗಳಲ್ಲಿ ಪ್ರತಿ ತಿಂಗಳ ಮೂರನೇ ಶನಿವಾರದಂದು ಮಧ್ಯಾಹ್ನ 3 ಗಂಟೆಯಿಂದ ಸಂಜೆ 5.30ರವರೆಗೆ ವಿದ್ಯುತ್ ಸಂಬಂಧಿತ ಸಮಸ್ಯೆಗಳಿಗೆ ಸಂಬಂಧಿಸಿದಂತೆ ಗ್ರಾಹಕ ಸಂವಾದ ಸಭೆ ನಡೆಯಲಿದೆ. ಗ್ರಾಹಕ ಸಂವಾದ ಸಭೆಯಲ್ಲಿ ಗ್ರಾಹಕ ಬಾಂಧವರು ಪಾಲ್ಗೊಂಡು ವಿದ್ಯುತ್ ಸಂಬಂಧಿತ ಸಮಸ್ಯೆಗಳನ್ನು ಬೆಸ್ಕಾಂನ ಅಧಿಕಾರಿಗಳೊಂದಿಗೆ ಮುಖಾಮುಖಿ ಚರ್ಚಿಸಿ ಪರಿಹರಿಸಿಕೊಳ್ಳಬಹುದಾಗಿದೆ ಎಂದು ಬೆಸ್ಕಾಂನ ಪ್ರಧಾನ ವ್ಯವಸ್ಥಾಪಕರು ಪ್ರಕಟಣೆಯಲ್ಲಿ ತಿಳಿಸಿದ್ದಾರೆ. (749, 399, 939, 459)
skill-headline (476, 892, 740, 928)
dateline: ಬೆಂಗಳೂರು: (749, 501, 776, 510)
brief-headline: ಆಕಾಶವಾಣಿ ವಸಂತಗಾಯನ - ಯುವಕವಿಗೋಷ್ಠಿಗೆ ಆಹ್ವಾನ (749, 236, 885, 274)
dateline: ಮಂಡ್ಯ: (477, 933, 494, 941)
article-text: ಪಟ್ಟಣವ್ಯಾಪ್ತಿಯ ಜಲ ಜೀವನ್ ಮಿಷನ್ (ಜೆ.ಜೆ.ಎಂ) ಯೋಜನೆಯಡಿ ಪೈಪ್ ಲೈನ್ ಅಳವಡಿಸಲು ರಸ್ತೆಗಳನ್ನು ಅಗೆಯಲಾಗಿದ್ದು, ಕಾಮಗಾರಿ ಮುಗಿದರೂ ರಸ್ತೆಗಳನ್ನು ಸರಿಯಾಗಿ ಮುಚ್ಚಿ ಮಾಡದೆ ಹಾಗೆ ಬಿಟ್ಟಿರುವುದರಿಂದ ಸಾರ್ವಜನಿಕರು ತೀವ್ರ ಸಂಕಷ್ಟ ಎದುರಿಸುತ್ತಿದ್ದಾರೆ. ಹುಳಿಯಾರು ಪಟ್ಟಣದ ಬಹುತೇಕ ಎಲ್ಲಾ ವಾರ್ಡ್‌ಗಳಲ್ಲಿ ಜೆ.ಜೆ.ಎಂ ಕಾಮಗಾರಿ ನಡೆದಿದ್ದು, ಪೈಪ್ ಅಳವಡಿಸಲು ರಸ್ತೆಯ ಮಧ್ಯಭಾಗದಲ್ಲಿ ಗುಂಡಿಗಳನ್ನು ತೆಗೆಯಲಾಗಿದ್ದು, ಕಾಮಗಾರಿ ಪೂರ್ಣಗೊಂಡು 6-7 ತಿಂಗಳು ಕಳೆದರೂ ಸಹ ಈ ಗುಂಡಿಗಳನ್ನು ಸಮರ್ಪಕವಾಗಿ ಮುಚ್ಚಿಲ್ಲ. ರಸ್ತೆಯುದ್ದಕ್ಕೂ ಗುಂಡಿಗಳು ಬಿದ್ದಿರುವುದರಿಂದ ದ್ವಿಚಕ್ರ ವಾಹನ ಸವಾರರು ಸಂಚರಿಸಲು ಪರದಾಡುವ ಪರಿಸ್ಥಿತಿ ಎದುರಾಗಿದೆ. ಈ ಗುಂಡಿಗಳಿಂದಾಗಿ ರಸ್ತೆಗಳ ಬಳಕೆ ದುಸ್ತರವಾಗಿದ್ದು ಮಕ್ಕಳು ಮತ್ತು ವೃದ್ಧರು ಓಡಾಡಲು ಕಷ್ಟಪಡುವಂತಾಗಿದೆ. ಜೆ.ಜೆ.ಎಂ ಯೋಜನೆಯ ಕೆಲಸ ಮಾಡಿದ ಗುತ್ತಿಗೆದಾರರು ರಸ್ತೆಗಳನ್ನು ಹಾಗೆ ಬಿಟ್ಟು ಹೋಗಿದ್ದಾರೆ. ಅಧಿಕಾರಿಗಳು ಈ ಬಗ್ಗೆ ಕ್ರಮ ಕೈಗೊಂಡು ರಸ್ತೆಗಳನ್ನು ದುರಸ್ತಿಗೊಳಿಸಬೇಕು ಎಂದು ಸಾರ್ವಜನಿಕರು ಆಗ್ರಹಿಸಿದ್ದಾರೆ. (5, 105, 327, 176)
signatory-line: ಸಹಿ/- (778, 1421, 790, 1429)
divider (0, 310, 742, 311)
dateline: ಮಂಡ್ಯ: (749, 102, 766, 110)
tender-address: ಬೆಂಗಳೂರು ಗ್ರಾಮಾಂತರ ಜಿಲ್ಲೆ - 562123 ದೂ: 080-27722135 (790, 1173, 935, 1180)
lead-quotes (516, 104, 738, 304)
indent-table (760, 1320, 939, 1383)
signatory (806, 1421, 850, 1453)
article-text: ತಾಲ್ಲೂಕಿನಲ್ಲಿ 18 ಎಸ್ಸೆಸ್ಸೆಲ್ಸಿ ಪರೀಕ್ಷಾ ಕೇಂದ್ರಗಳಲ್ಲಿ ಹೊಸ ಅಭ್ಯರ್ಥಿಗಳು 4518 ಮತ್ತು ಪುನರಾವರ್ತಿತ ಅಭ್ಯರ್ಥಿಗಳು 448 ಸೇರಿದಂತೆ ಒಟ್ಟು 4955 ಮಕ್ಕಳು ಪರೀಕ್ಷೆ ಬರೆಯಲಿದ್ದಾರೆ. ಮಂಗಳವಾರ ಪರೀಕ್ಷಾ ಕೇಂದ್ರಗಳ ಮುಖ್ಯ ಅಧೀಕ್ಷಕರು ಮತ್ತು ಕಸ್ಟೋಡಿಯನ್‌ಗಳ ಸಭೆ ನಡೆಸಿ ಪರೀಕ್ಷೆಯನ್ನು ಸುಗಮವಾಗಿ ನಡೆಸಲು ಸೂಚನೆ ನೀಡಲಾಯಿತು. ಮಂಗಳವಾರ ನಗರದ ಮಹಿಳಾ ಸಮಾಜ ಶಾಲೆ ಕೇಂದ್ರದಲ್ಲಿ ಪರೀಕ್ಷಾ ಸಿದ್ಧತೆಗಳನ್ನು ಪರಿಶೀಲಿಸಿದರು. ತಾಲ್ಲೂಕಿನಲ್ಲಿ ಹೊಸ ಅಭ್ಯರ್ಥಿಗಳು 2092 ಬಾಲಕರು, 2426 ಬಾಲಕಿಯರು ಪರೀಕ್ಷೆ ಬರೆಯಲಿದ್ದಾರೆ. 18 ಕೇಂದ್ರಗಳಿಗೆ 18 ಮುಖ್ಯ ಅಧೀಕ್ಷಕರು, 18 ಕಸ್ಟೋಡಿಯನ್‌ಗಳು, 360 ಕೊಠಡಿ ಮೇಲ್ವಿಚಾರಕರು ಕಾರ್ಯನಿರ್ವಹಿಸಲಿದ್ದಾರೆ. (320, 356, 455, 469)
road-photo (332, 104, 512, 302)
headline-line: ಗರ್ಭಕಂಠದ ಕ್ಯಾನ್ಸರ್ (70, 317, 245, 348)
signatory (762, 1421, 806, 1453)
divider (0, 1146, 945, 1147)
divider (0, 884, 742, 885)
table-cell: DMA/2025-26/WS/WORK_INDENT56429 (777, 1338, 899, 1353)
brand-red: ಸಂಜೆ (749, 4, 778, 24)
table-cell: 2 (761, 1353, 777, 1368)
brief-body (749, 101, 939, 234)
brief-body (749, 501, 939, 623)
article-text: ಹೆಣ್ಣು ಮಕ್ಕಳ ಭವಿಷ್ಯದ ಸುರಕ್ಷತೆಗಾಗಿ ಸುರಕ್ಷಿತ ಲಸಿಕೆ ನೀಡಿ ನಿಮ್ಮ ಮಕ್ಕಳ ಆರೋಗ್ಯವನ್ನು ಕಾಪಾಡುವುದು ನಮ್ಮ ಆದ್ಯತೆ ಎಂದು ಜಿಲ್ಲಾಧಿಕಾರಿ ಜಿ.ಪ್ರಭು ಅವರು ತಿಳಿಸಿದರು. ಮಂಗಳವಾರ ಜಿಲ್ಲಾಧಿಕಾರಿಗಳ ಕಚೇರಿ ಸಭಾಂಗಣದಲ್ಲಿ ನಡೆದ MR Elimination, Routine Immunization and ಗರ್ಭಕಂಠದ ಕ್ಯಾನ್ಸರ್ ಲಸಿಕೆ ಕುರಿತು ಜಿಲ್ಲಾ ಮಟ್ಟದ ಸಭೆಯ ಅಧ್ಯಕ್ಷತೆ ವಹಿಸಿ ಮಾತನಾಡಿದರು. (5, 391, 150, 462)
headline-line: ಅಕ್ರಮವಾಗಿ ಬಳಸುತ್ತಿದ್ದ 30 ಗೃಹಬಳಕೆ (376, 741, 682, 770)
cancer-headline (5, 316, 310, 382)
dateline: ಬೆಂಗಳೂರು: (749, 399, 776, 408)
table-row (761, 1368, 939, 1383)
table-row (761, 1338, 939, 1353)
maddur-tender-notice (445, 1210, 745, 1488)
brief-headline: ಓದುಗರ ಆಸಕ್ತಿ ಮೇರೆಗೆ ಪುಸ್ತಕ ಖರೀದಿಸಲು ಕ್ರಮವಹಿಸಿ (749, 63, 889, 100)
tender-ref: ಸಂಖ್ಯೆ: ನ.ಸ.ನೆ/ತಾಂತ್ರಿಕ(ಪ)/ಟೆಂಡರ್/75/2025-26 (762, 1202, 877, 1209)
quote-credit-name: | ಸಾದತ್ (663, 231, 684, 239)
tender-subtitle: ಸ್ಟ್ಯಾಂಡರ್ಡ್ ಡಾಕ್ಯುಮೆಂಟ್ ಕೆಡಬ್ಲ್ಯು-1&2ರ & ಕೆಲ ನಿಬಂಧನೆಗಳಂತೆ ಆರ್ ಆಹ್ವಾನಿಸಲಾಗಿದೆ. (778, 1222, 921, 1238)
quote-text: ಹುಳಿಯಾರು ಪಟ್ಟಣದಲ್ಲಿ ಜೆಜೆಎಂ ಪೈಪ್ ಅಳವಡಿಸಲು ಚೆನ್ನಾಗಿದ್ದ ಸಿಸಿ ರಸ್ತೆಯನ್ನು ಅಗೆದಿದ್ದಾರೆ. ಪೈಪ್ ಅಳವಡಿಸಿದ ಮೇಲಾದರೂ ಕಾಂಕ್ರೀಟ್ ಹಾಕಿ ಎಂದಿನಂತೆ ರಸ್ತೆ ಸುಸ್ಥಿತಿಯಲ್ಲಿಡುವುದು ಗುತ್ತಿಗೆದಾರರ ಹೊಣೆ. ಆದರೆ ಆರೇಳು ತಿಂಗಳಾದರೂ ಅಗೆದ ರಸ್ತೆ ದುರಸ್ತಿ ಮಾಡಿಲ್ಲ. ಈ ಬಗ್ಗೆ ಪಟ್ಟಣ ಪಂಚಾಯ್ತಿ ಜನಪ್ರತಿನಿಧಿಗಳಿಗೆ, ಅಧಿಕಾರಿಗಳಿಗೆ ಹೇಳಿಹೇಳಿ ಸಾಕಾಗಿ ಹೋಗಿದೆ. ಆದರೆ ಯಾರೊಬ್ಬರೂ ಸ್ಪಂದಿಸಿಲ್ಲ. ಮೇಲಧಿಕಾರಿಗಳು ಈ ಬಗ್ಗೆ ಗಮನ ಹರಿಸಬೇಕಿದೆ. (516, 105, 738, 155)
page-number: 3 (897, 0, 939, 54)
signatory-line: ಮಾನ್ಯ ಅಧ್ಯಕ್ಷರು (768, 1429, 800, 1437)
skill-body (477, 932, 739, 1140)
nelamangala-tender-notice (758, 1155, 941, 1488)
lead-body (5, 104, 327, 304)
meeting-photo (153, 392, 311, 520)
